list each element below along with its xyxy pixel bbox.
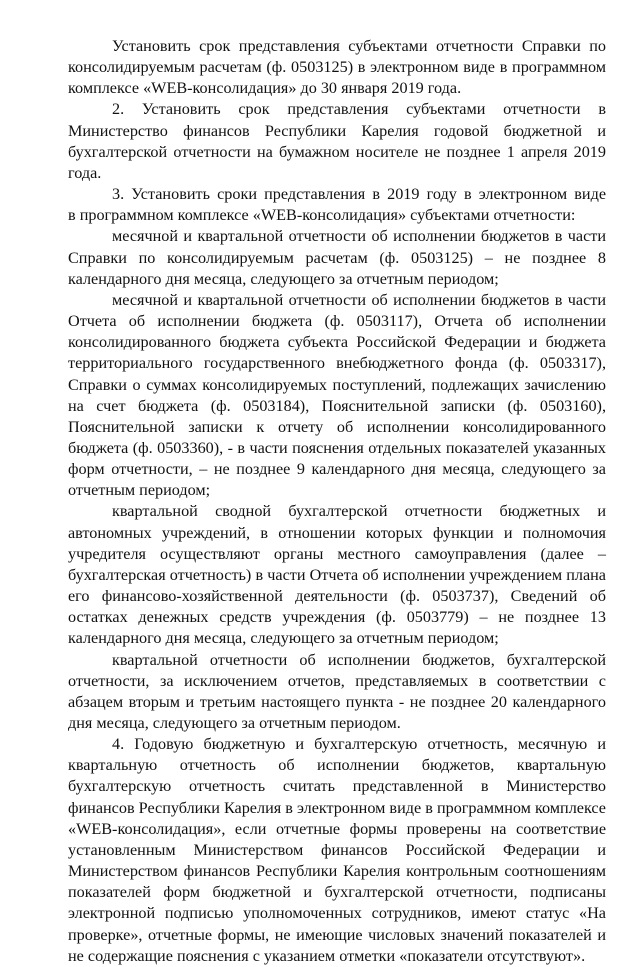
text-line: месячной и квартальной отчетности об исполнении бюджетов в части [112,227,606,246]
text-line: календарного дня месяца, следующего за отчетным периодом; [68,629,499,648]
text-line: установленным Министерством финансов Российской Федерации и [68,840,606,859]
text-line: форм отчетности, – не позднее 9 календарного дня месяца, следующего за [68,460,606,479]
text-line: консолидируемым расчетам (ф. 0503125) в электронном виде в программном [68,58,606,77]
text-line: не содержащие пояснения с указанием отметки «показатели отсутствуют». [68,946,586,965]
text-line: Отчета об исполнении бюджета (ф. 0503117), Отчета об исполнении [68,312,606,331]
text-line: на счет бюджета (ф. 0503184), Пояснительной записки (ф. 0503160), [68,396,606,415]
paragraph [68,734,606,967]
text-line: Пояснительной записки к отчету об исполнении консолидированного [68,417,606,436]
text-line: месячной и квартальной отчетности об исполнении бюджетов в части [112,290,606,309]
text-line: года. [68,163,102,182]
text-line: 3. Установить сроки представления в 2019 году в электронном виде [112,185,606,204]
text-line: бюджета (ф. 0503360), - в части пояснения отдельных показателей указанных [68,438,606,457]
text-line: отчетности, за исключением отчетов, представляемых в соответствии с [68,671,606,690]
text-line: «WEB-консолидация», если отчетные формы проверены на соответствие [68,819,606,838]
text-line: Установить срок представления субъектами отчетности Справки по [112,37,606,55]
text-line: 4. Годовую бюджетную и бухгалтерскую отчетность, месячную и [112,735,606,754]
text-line: Министерство финансов Республики Карелия годовой бюджетной и [68,121,606,140]
text-line: Справки о суммах консолидируемых поступлений, подлежащих зачислению [68,375,606,394]
text-line: показателей форм бюджетной и бухгалтерской отчетности, подписаны [68,883,606,902]
text-line: отчетным периодом; [68,481,211,500]
text-line: остатках денежных средств учреждения (ф. 0503779) – не позднее 13 [68,608,606,627]
text-line: в программном комплексе «WEB-консолидация» субъектами отчетности: [68,206,576,225]
text-line: бухгалтерскую отчетность считать представленной в Министерство [68,777,606,796]
paragraph [68,184,606,226]
text-line: календарного дня месяца, следующего за отчетным периодом; [68,269,499,288]
paragraph [68,650,606,735]
text-line: дня месяца, следующего за отчетным периодом. [68,714,401,732]
paragraph [68,36,606,99]
text-line: консолидированного бюджета субъекта Российской Федерации и бюджета [68,333,606,352]
text-line: квартальной сводной бухгалтерской отчетности бюджетных и [112,502,606,521]
text-line: абзацем вторым и третьим настоящего пункта - не позднее 20 календарного [68,692,606,711]
text-line: его финансово-хозяйственной деятельности (ф. 0503737), Сведений об [68,587,606,606]
paragraph [68,226,606,289]
paragraph [68,290,606,502]
text-line: Министерством финансов Республики Карелия контрольным соотношениям [68,862,606,881]
text-line: комплексе «WEB-консолидация» до 30 января 2019 года. [68,79,462,98]
text-line: автономных учреждений, в отношении которых функции и полномочия [68,523,606,542]
text-line: территориального государственного внебюджетного фонда (ф. 0503317), [68,354,606,373]
text-line: квартальную отчетность об исполнении бюджетов, квартальную [68,756,606,775]
text-line: бухгалтерская отчетность) в части Отчета об исполнении учреждением плана [68,565,606,584]
paragraph [68,99,606,184]
text-line: бухгалтерской отчетности на бумажном носителе не позднее 1 апреля 2019 [68,142,606,161]
text-line: финансов Республики Карелия в электронном виде в программном комплексе [68,798,606,817]
text-line: квартальной отчетности об исполнении бюджетов, бухгалтерской [112,650,606,669]
text-line: проверке», отчетные формы, не имеющие числовых значений показателей и [68,925,606,944]
document-body [68,36,606,967]
paragraph [68,501,606,649]
text-line: учредителя осуществляют органы местного самоуправления (далее – [68,544,606,563]
text-line: электронной подписью уполномоченных сотрудников, имеют статус «На [68,904,606,923]
text-line: Справки по консолидируемым расчетам (ф. 0503125) – не позднее 8 [68,248,606,267]
text-line: 2. Установить срок представления субъектами отчетности в [112,100,606,119]
